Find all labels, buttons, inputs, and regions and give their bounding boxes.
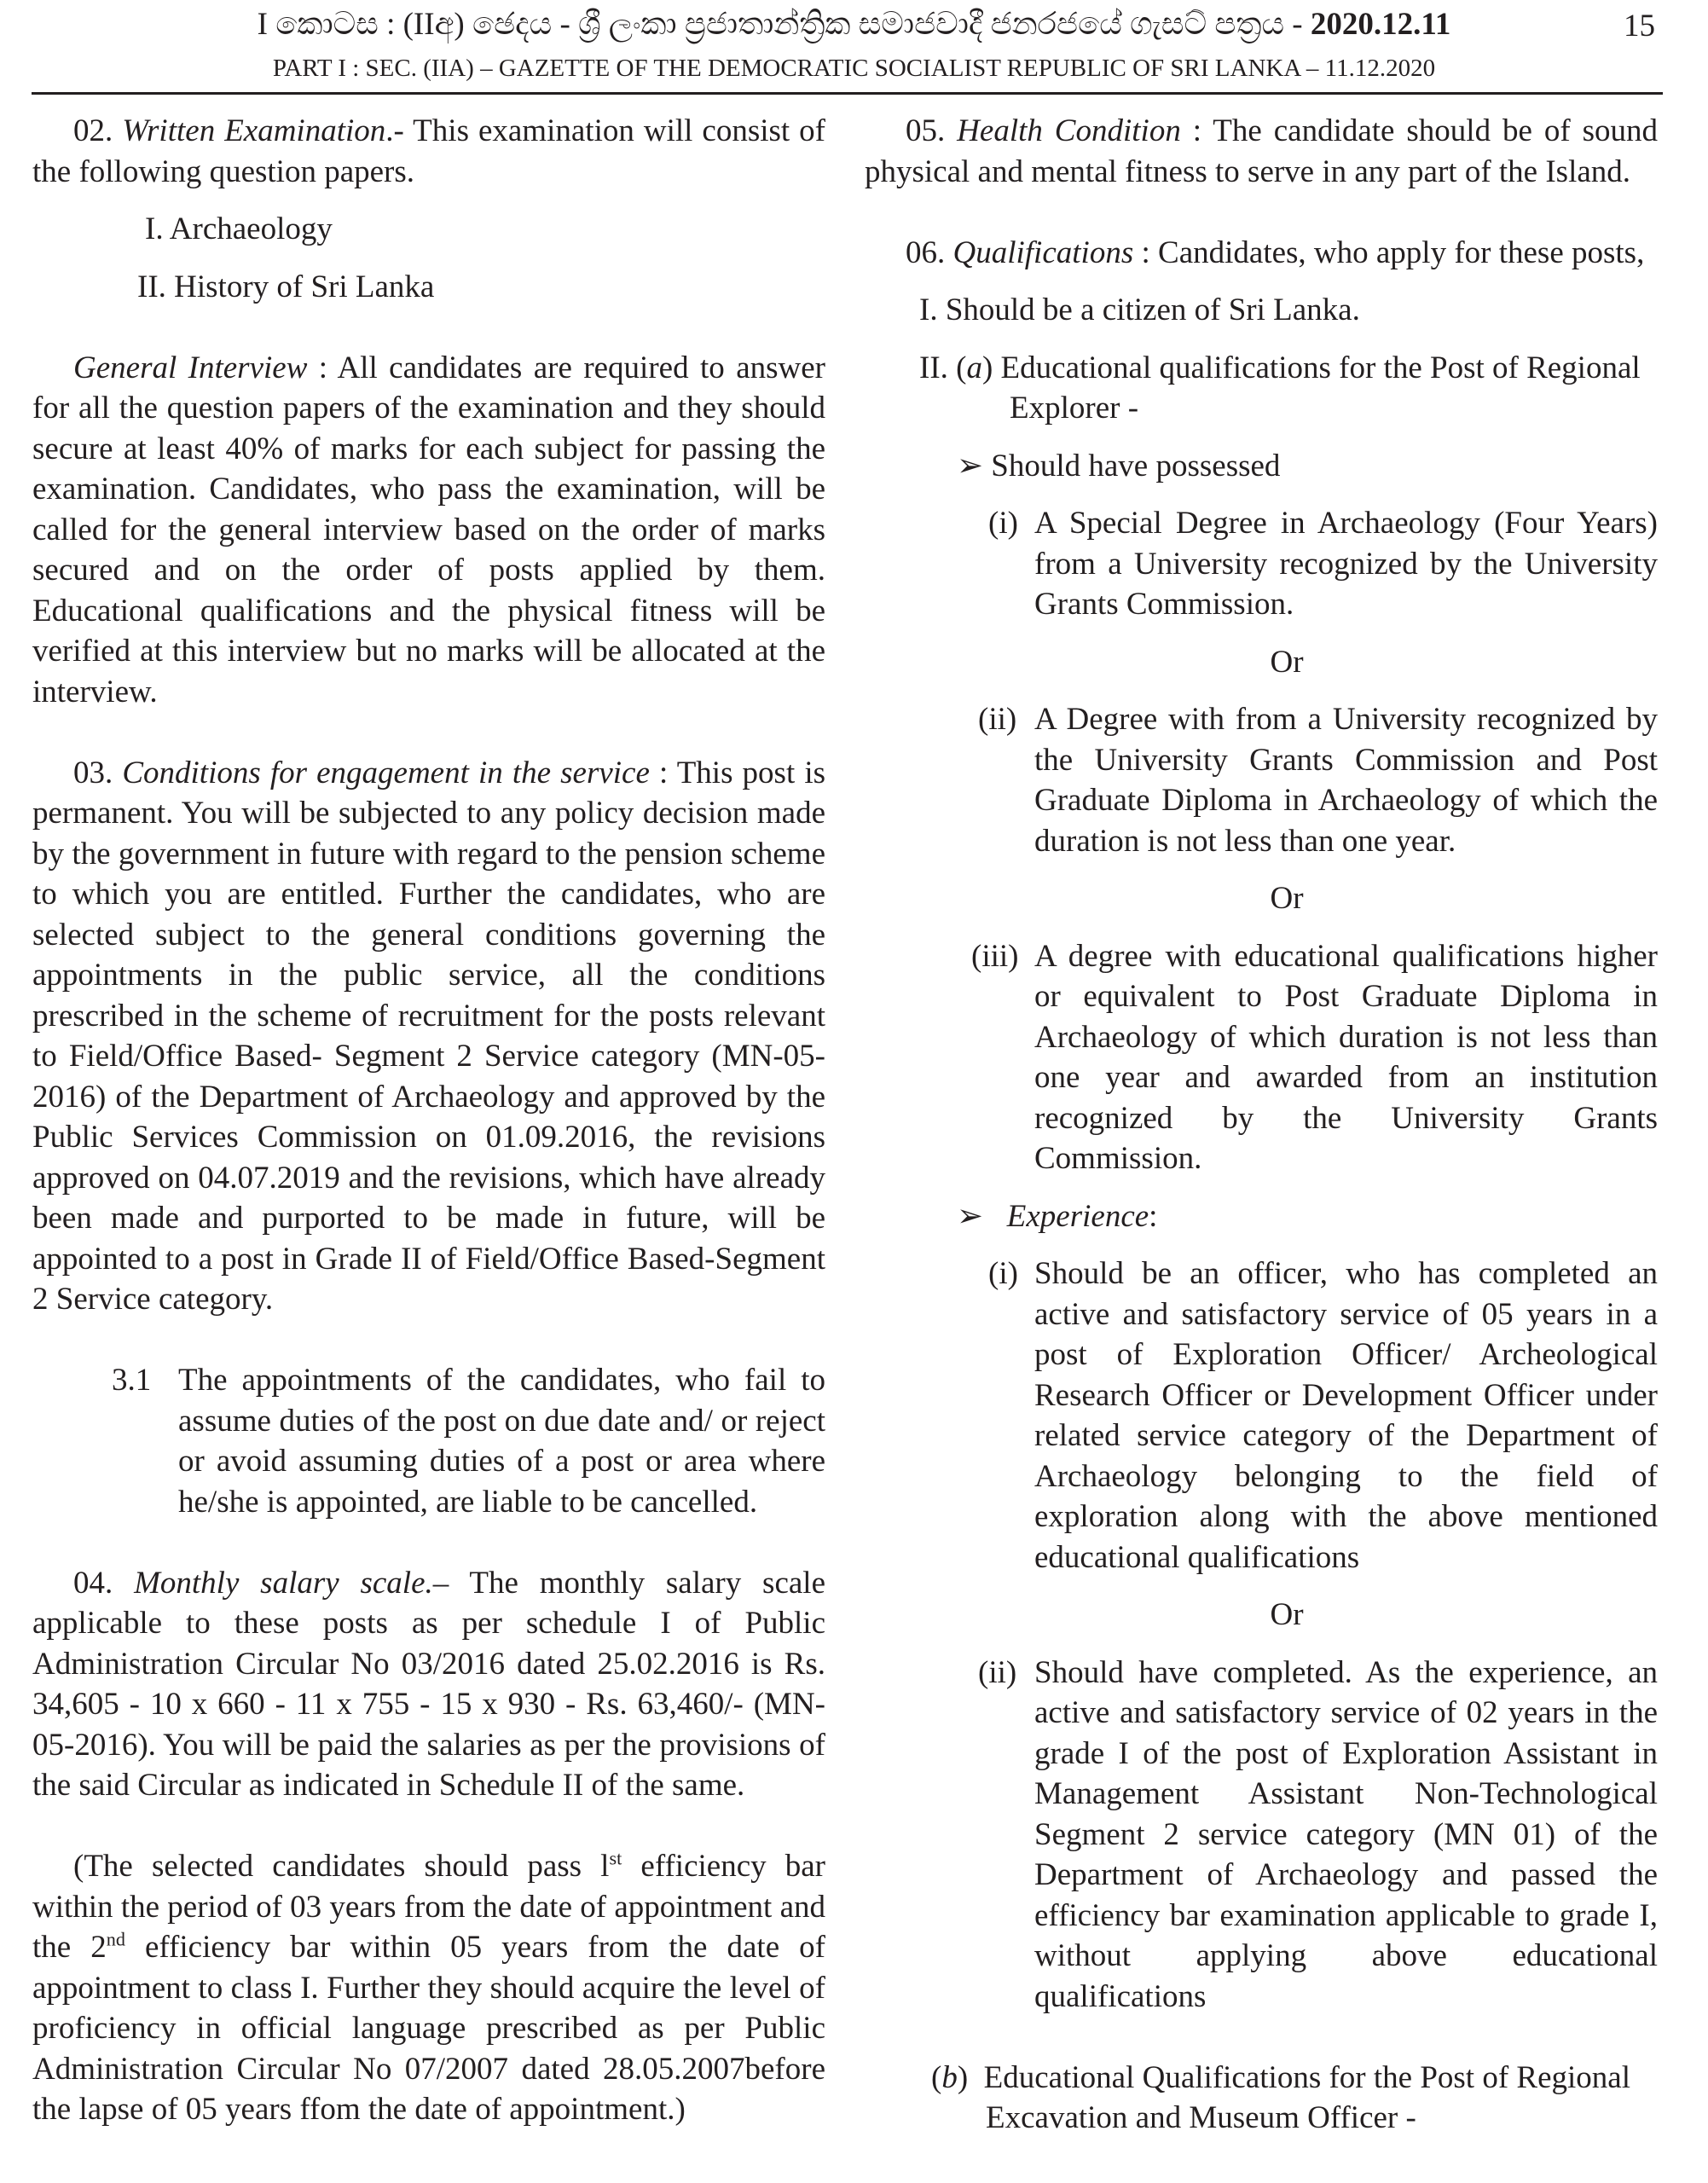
or-separator-1: Or (1270, 644, 1304, 680)
section-02-title: Written Examination (122, 113, 386, 148)
section-06-title: Qualifications (952, 235, 1134, 270)
header-sinhala-date: 2020.12.11 (1310, 7, 1451, 42)
left-column (32, 111, 825, 2130)
arrow-bullet-icon: ➢ (957, 448, 984, 484)
education-item-ii: (ii) A Degree with from a University recognized by the University Grants Commission and Post Graduate Diploma in Archaeology of which the duration is not less than one year. (978, 702, 1658, 859)
education-item-i: (i) A Special Degree in Archaeology (Four Years) from a University recognized by the University Grants Commission. (988, 506, 1658, 622)
or-separator-2: Or (1270, 881, 1304, 916)
section-05: 05. Health Condition : The candidate should be of sound physical and mental fitness to serve in any part of the Island. (865, 113, 1658, 189)
experience-item-ii: (ii) Should have completed. As the experience, an active and satisfactory service of 02 years in the grade I of the post of Exploration Assistant in Management Assistant Non-Technological Segment 2 service category (MN 01) of the Department of Archaeology and passed the efficiency bar examination applicable to grade I, without applying above educational qualifications (978, 1654, 1658, 2014)
qualification-2a-line1: II. (a) Educational qualifications for the Post of Regional (919, 350, 1641, 385)
arrow-bullet-icon: ➢ (957, 1198, 984, 1234)
or-separator-3: Or (1270, 1597, 1304, 1632)
section-05-title: Health Condition (957, 113, 1181, 148)
efficiency-bar-paragraph: (The selected candidates should pass $l^{st}$ efficiency bar within the period of 03 years from the date of appointment and the 2nd efficiency bar within 05 years from the date of appointment to class I. Further they should acquire the level of proficiency in official language prescribed as per Public Administration Circular No 07/2007 dated 28.05.2007before the lapse of 05 years ffom the date of appointment.) (32, 1847, 826, 2127)
qualification-2a-line2: Explorer - (1010, 391, 1139, 426)
section-04-title: Monthly salary scale. (134, 1565, 433, 1601)
page-number: 15 (1624, 9, 1655, 43)
paper-item-2: II. History of Sri Lanka (137, 269, 435, 304)
possessed-bullet: ➢ Should have possessed (957, 448, 1281, 484)
education-item-iii: (iii) A degree with educational qualifications higher or equivalent to Post Graduate Diploma in Archaeology of which duration is not less than one year and awarded from an institution recognized by the University Grants Commission. (971, 938, 1658, 1176)
section-3-1: 3.1 The appointments of the candidates, who fail to assume duties of the post on due date and/ or reject or avoid assuming duties of a post or area where he/she is appointed, are liable to be cancelled. (112, 1363, 825, 1520)
qualification-b-line2: Excavation and Museum Officer - (986, 2100, 1416, 2135)
experience-item-i: (i) Should be an officer, who has completed an active and satisfactory service of 05 years in a post of Exploration Officer/ Archeological Research Officer or Development Officer under related service category of the Department of Archaeology belonging to the field of exploration along with the above mentioned educational qualifications (988, 1256, 1658, 1575)
section-06: 06. Qualifications : Candidates, who apply for these posts, (906, 235, 1645, 270)
section-03: 03. Conditions for engagement in the service : This post is permanent. You will be subjected to any policy decision made by the government in future with regard to the pension scheme to which you are entitled. Further the candidates, who are selected subject to the general conditions governing the appointments in the public service, all the conditions prescribed in the scheme of recruitment for the posts relevant to Field/Office Based- Segment 2 Service category (MN-05-2016) of the Department of Archaeology and approved by the Public Services Commission on 01.09.2016, the revisions approved on 04.07.2019 and the revisions, which have already been made and purported to be made in future, will be appointed to a post in Grade II of Field/Office Based-Segment 2 Service category. (32, 755, 826, 1317)
section-02: 02. Written Examination.- This examination will consist of the following question papers. (32, 113, 825, 189)
section-04: 04. Monthly salary scale.– The monthly salary scale applicable to these posts as per schedule I of Public Administration Circular No 03/2016 dated 25.02.2016 is Rs. 34,605 - 10 x 660 - 11 x 755 - 15 x 930 - Rs. 63,460/- (MN-05-2016). You will be paid the salaries as per the provisions of the said Circular as indicated in Schedule II of the same. (32, 1565, 825, 1803)
general-interview-paragraph: General Interview : All candidates are required to answer for all the question papers of the examination and they should secure at least 40% of marks for each subject for passing the examination. Candidates, who pass the examination, will be called for the general interview based on the order of marks secured and on the order of posts applied by them. Educational qualifications and the physical fitness will be verified at this interview but no marks will be allocated at the interview. (32, 350, 825, 709)
experience-bullet: ➢ Experience: (957, 1198, 1158, 1234)
gazette-header-english: PART I : SEC. (IIA) – GAZETTE OF THE DEMOCRATIC SOCIALIST REPUBLIC OF SRI LANKA – 11.12.2020 (272, 55, 1436, 82)
qualification-b-line1: (b) Educational Qualifications for the Post of Regional (931, 2059, 1630, 2095)
paper-item-1: I. Archaeology (145, 211, 333, 246)
gazette-header-sinhala (0, 5, 1708, 44)
header-rule (32, 92, 1663, 95)
section-03-title: Conditions for engagement in the service (122, 755, 650, 790)
general-interview-title: General Interview (73, 350, 308, 385)
qualification-1: I. Should be a citizen of Sri Lanka. (919, 292, 1360, 327)
right-column (865, 111, 1658, 2139)
header-sinhala-text: I කොටස : (IIඅ) ඡෙදය - ශ්‍රී ලංකා ප්‍රජාතාන්ත්‍රික සමාජවාදී ජනරජයේ ගැසට් පත්‍රය - (257, 7, 1311, 42)
